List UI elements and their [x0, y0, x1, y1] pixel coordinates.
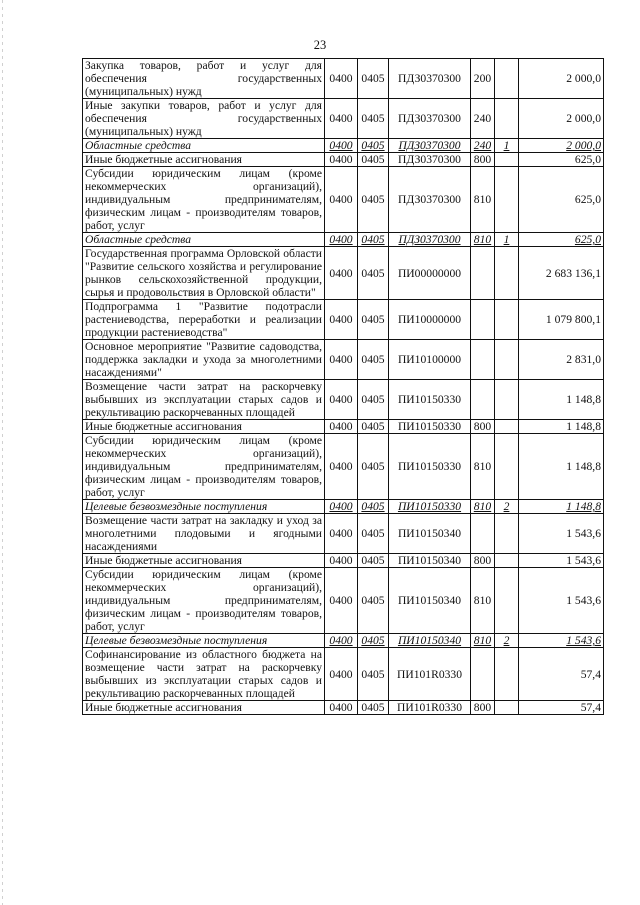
row-source-cell [495, 420, 519, 434]
row-expense-type-cell: 800 [471, 554, 495, 568]
table-row [83, 648, 604, 701]
row-subsection-cell: 0405 [358, 139, 389, 153]
row-amount-cell: 2 000,0 [519, 59, 604, 99]
row-name-cell: Областные средства [83, 139, 325, 153]
row-subsection-cell: 0405 [358, 434, 389, 500]
row-subsection-cell: 0405 [358, 167, 389, 233]
row-source-cell [495, 554, 519, 568]
row-amount-cell: 2 683 136,1 [519, 247, 604, 300]
row-amount-cell: 57,4 [519, 648, 604, 701]
row-source-cell [495, 380, 519, 420]
row-amount-cell: 1 543,6 [519, 568, 604, 634]
row-section-cell: 0400 [325, 59, 358, 99]
row-name-cell: Целевые безвозмездные поступления [83, 634, 325, 648]
row-section-cell: 0400 [325, 300, 358, 340]
page-number: 23 [313, 38, 327, 52]
row-name-cell: Иные бюджетные ассигнования [83, 554, 325, 568]
row-expense-type-cell: 800 [471, 420, 495, 434]
row-target-article-cell: ПИ10150340 [389, 554, 471, 568]
row-source-cell [495, 701, 519, 715]
row-source-cell [495, 648, 519, 701]
row-amount-cell: 1 543,6 [519, 634, 604, 648]
row-name-cell: Иные бюджетные ассигнования [83, 701, 325, 715]
row-expense-type-cell: 800 [471, 153, 495, 167]
table-row [83, 233, 604, 247]
row-amount-cell: 625,0 [519, 153, 604, 167]
row-amount-cell: 1 079 800,1 [519, 300, 604, 340]
row-target-article-cell: ПИ10150340 [389, 634, 471, 648]
row-amount-cell: 1 148,8 [519, 420, 604, 434]
row-target-article-cell: ПИ10100000 [389, 340, 471, 380]
row-expense-type-cell [471, 340, 495, 380]
row-subsection-cell: 0405 [358, 648, 389, 701]
row-amount-cell: 625,0 [519, 167, 604, 233]
row-amount-cell: 1 148,8 [519, 500, 604, 514]
row-target-article-cell: ПДЗ0370300 [389, 153, 471, 167]
row-subsection-cell: 0405 [358, 514, 389, 554]
table-row [83, 340, 604, 380]
budget-table [82, 58, 604, 715]
table-row [83, 380, 604, 420]
row-name-cell: Иные закупки товаров, работ и услуг для обеспечения государственных (муниципальных) нужд [83, 99, 325, 139]
row-source-cell [495, 568, 519, 634]
row-section-cell: 0400 [325, 233, 358, 247]
table-row [83, 514, 604, 554]
row-target-article-cell: ПИ10150330 [389, 500, 471, 514]
row-expense-type-cell: 200 [471, 59, 495, 99]
row-target-article-cell: ПИ10150330 [389, 420, 471, 434]
table-row [83, 568, 604, 634]
row-target-article-cell: ПИ10000000 [389, 300, 471, 340]
row-target-article-cell: ПДЗ0370300 [389, 139, 471, 153]
row-subsection-cell: 0405 [358, 568, 389, 634]
row-section-cell: 0400 [325, 420, 358, 434]
row-source-cell [495, 514, 519, 554]
row-source-cell [495, 300, 519, 340]
row-amount-cell: 1 543,6 [519, 554, 604, 568]
row-name-cell: Подпрограмма 1 "Развитие подотрасли растениеводства, переработки и реализации продукции растениеводства" [83, 300, 325, 340]
row-target-article-cell: ПИ101R0330 [389, 648, 471, 701]
row-expense-type-cell [471, 300, 495, 340]
row-section-cell: 0400 [325, 500, 358, 514]
row-source-cell [495, 99, 519, 139]
row-section-cell: 0400 [325, 701, 358, 715]
row-expense-type-cell: 810 [471, 634, 495, 648]
row-expense-type-cell [471, 514, 495, 554]
row-target-article-cell: ПИ00000000 [389, 247, 471, 300]
row-section-cell: 0400 [325, 648, 358, 701]
row-subsection-cell: 0405 [358, 247, 389, 300]
row-subsection-cell: 0405 [358, 420, 389, 434]
row-subsection-cell: 0405 [358, 233, 389, 247]
row-name-cell: Государственная программа Орловской области "Развитие сельского хозяйства и регулирование рынков сельскохозяйственной продукции, сырья и продовольствия в Орловской области" [83, 247, 325, 300]
table-row [83, 139, 604, 153]
row-expense-type-cell [471, 247, 495, 300]
row-target-article-cell: ПДЗ0370300 [389, 59, 471, 99]
row-amount-cell: 2 831,0 [519, 340, 604, 380]
row-name-cell: Софинансирование из областного бюджета на возмещение части затрат на раскорчевку выбывших из эксплуатации старых садов и рекультивацию раскорчеванных площадей [83, 648, 325, 701]
row-target-article-cell: ПИ101R0330 [389, 701, 471, 715]
row-section-cell: 0400 [325, 514, 358, 554]
table-row [83, 554, 604, 568]
row-source-cell: 1 [495, 233, 519, 247]
row-section-cell: 0400 [325, 99, 358, 139]
table-row [83, 99, 604, 139]
row-expense-type-cell: 800 [471, 701, 495, 715]
row-source-cell: 2 [495, 634, 519, 648]
row-subsection-cell: 0405 [358, 500, 389, 514]
row-section-cell: 0400 [325, 167, 358, 233]
row-amount-cell: 1 148,8 [519, 434, 604, 500]
row-subsection-cell: 0405 [358, 701, 389, 715]
row-target-article-cell: ПИ10150330 [389, 380, 471, 420]
row-expense-type-cell: 810 [471, 434, 495, 500]
table-row [83, 167, 604, 233]
row-section-cell: 0400 [325, 568, 358, 634]
row-name-cell: Субсидии юридическим лицам (кроме некоммерческих организаций), индивидуальным предпринимателям, физическим лицам - производителям товаров, работ, услуг [83, 434, 325, 500]
row-section-cell: 0400 [325, 340, 358, 380]
table-row [83, 634, 604, 648]
row-section-cell: 0400 [325, 434, 358, 500]
row-subsection-cell: 0405 [358, 59, 389, 99]
row-section-cell: 0400 [325, 634, 358, 648]
row-section-cell: 0400 [325, 554, 358, 568]
row-expense-type-cell [471, 380, 495, 420]
row-source-cell [495, 247, 519, 300]
row-subsection-cell: 0405 [358, 300, 389, 340]
row-name-cell: Субсидии юридическим лицам (кроме некоммерческих организаций), индивидуальным предпринимателям, физическим лицам - производителям товаров, работ, услуг [83, 167, 325, 233]
row-source-cell [495, 167, 519, 233]
row-amount-cell: 1 543,6 [519, 514, 604, 554]
row-expense-type-cell: 240 [471, 139, 495, 153]
row-amount-cell: 57,4 [519, 701, 604, 715]
row-name-cell: Возмещение части затрат на раскорчевку выбывших из эксплуатации старых садов и рекультивацию раскорчеванных площадей [83, 380, 325, 420]
table-row [83, 247, 604, 300]
row-amount-cell: 625,0 [519, 233, 604, 247]
row-name-cell: Основное мероприятие "Развитие садоводства, поддержка закладки и ухода за многолетними насаждениями" [83, 340, 325, 380]
row-name-cell: Субсидии юридическим лицам (кроме некоммерческих организаций), индивидуальным предпринимателям, физическим лицам - производителям товаров, работ, услуг [83, 568, 325, 634]
table-row [83, 434, 604, 500]
row-expense-type-cell: 810 [471, 167, 495, 233]
row-target-article-cell: ПДЗ0370300 [389, 233, 471, 247]
table-row [83, 153, 604, 167]
row-expense-type-cell [471, 648, 495, 701]
row-source-cell [495, 340, 519, 380]
row-amount-cell: 1 148,8 [519, 380, 604, 420]
row-amount-cell: 2 000,0 [519, 99, 604, 139]
row-source-cell [495, 153, 519, 167]
row-source-cell [495, 434, 519, 500]
row-name-cell: Закупка товаров, работ и услуг для обеспечения государственных (муниципальных) нужд [83, 59, 325, 99]
row-section-cell: 0400 [325, 380, 358, 420]
row-subsection-cell: 0405 [358, 554, 389, 568]
row-source-cell: 1 [495, 139, 519, 153]
row-target-article-cell: ПДЗ0370300 [389, 99, 471, 139]
table-row [83, 300, 604, 340]
row-source-cell [495, 59, 519, 99]
row-subsection-cell: 0405 [358, 153, 389, 167]
row-source-cell: 2 [495, 500, 519, 514]
table-row [83, 701, 604, 715]
row-name-cell: Иные бюджетные ассигнования [83, 153, 325, 167]
row-target-article-cell: ПДЗ0370300 [389, 167, 471, 233]
row-subsection-cell: 0405 [358, 634, 389, 648]
row-expense-type-cell: 810 [471, 568, 495, 634]
row-subsection-cell: 0405 [358, 99, 389, 139]
row-expense-type-cell: 810 [471, 233, 495, 247]
budget-table-body [83, 59, 604, 715]
row-name-cell: Возмещение части затрат на закладку и уход за многолетними плодовыми и ягодными насаждениями [83, 514, 325, 554]
row-section-cell: 0400 [325, 139, 358, 153]
row-name-cell: Областные средства [83, 233, 325, 247]
row-amount-cell: 2 000,0 [519, 139, 604, 153]
row-target-article-cell: ПИ10150340 [389, 568, 471, 634]
row-target-article-cell: ПИ10150330 [389, 434, 471, 500]
row-subsection-cell: 0405 [358, 340, 389, 380]
table-row [83, 500, 604, 514]
binding-margin-mark [2, 0, 3, 905]
row-section-cell: 0400 [325, 247, 358, 300]
row-section-cell: 0400 [325, 153, 358, 167]
row-expense-type-cell: 810 [471, 500, 495, 514]
table-row [83, 59, 604, 99]
row-name-cell: Целевые безвозмездные поступления [83, 500, 325, 514]
table-row [83, 420, 604, 434]
row-expense-type-cell: 240 [471, 99, 495, 139]
row-name-cell: Иные бюджетные ассигнования [83, 420, 325, 434]
row-target-article-cell: ПИ10150340 [389, 514, 471, 554]
row-subsection-cell: 0405 [358, 380, 389, 420]
